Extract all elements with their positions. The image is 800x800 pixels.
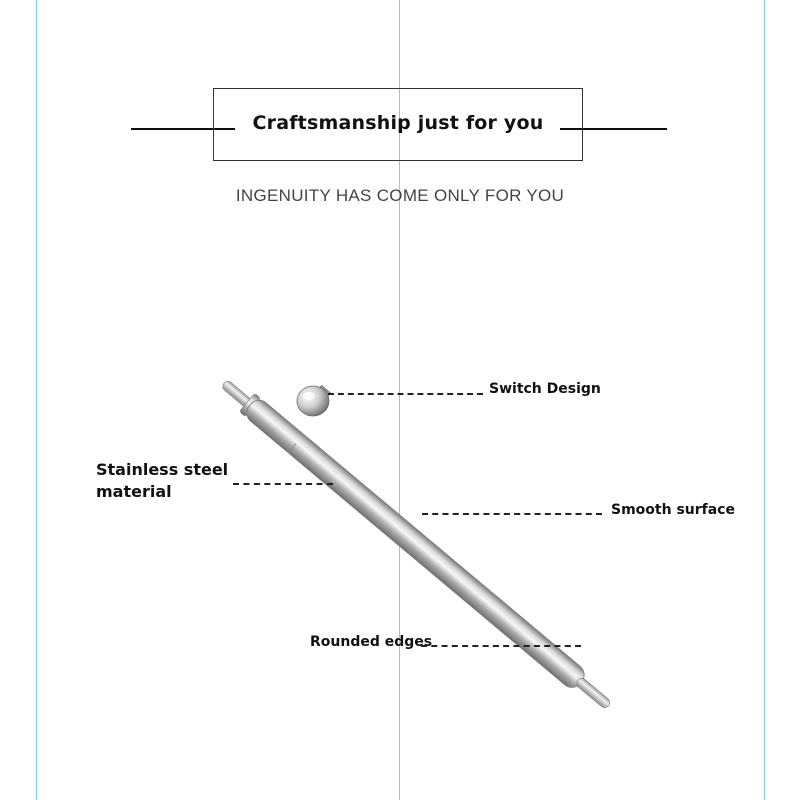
switch-design-label: Switch Design — [489, 381, 601, 397]
stainless-steel-label-line2: material — [96, 482, 172, 501]
stainless-steel-label-line1: Stainless steel — [96, 460, 229, 479]
stainless-steel-leader — [233, 483, 333, 485]
page-subtitle: INGENUITY HAS COME ONLY FOR YOU — [235, 186, 565, 205]
switch-design-leader — [328, 393, 483, 395]
smooth-surface-leader — [422, 513, 602, 515]
page-title: Craftsmanship just for you — [252, 112, 544, 134]
rounded-edges-label: Rounded edges — [310, 634, 433, 650]
rounded-edges-leader — [421, 645, 581, 647]
smooth-surface-label: Smooth surface — [611, 502, 735, 518]
